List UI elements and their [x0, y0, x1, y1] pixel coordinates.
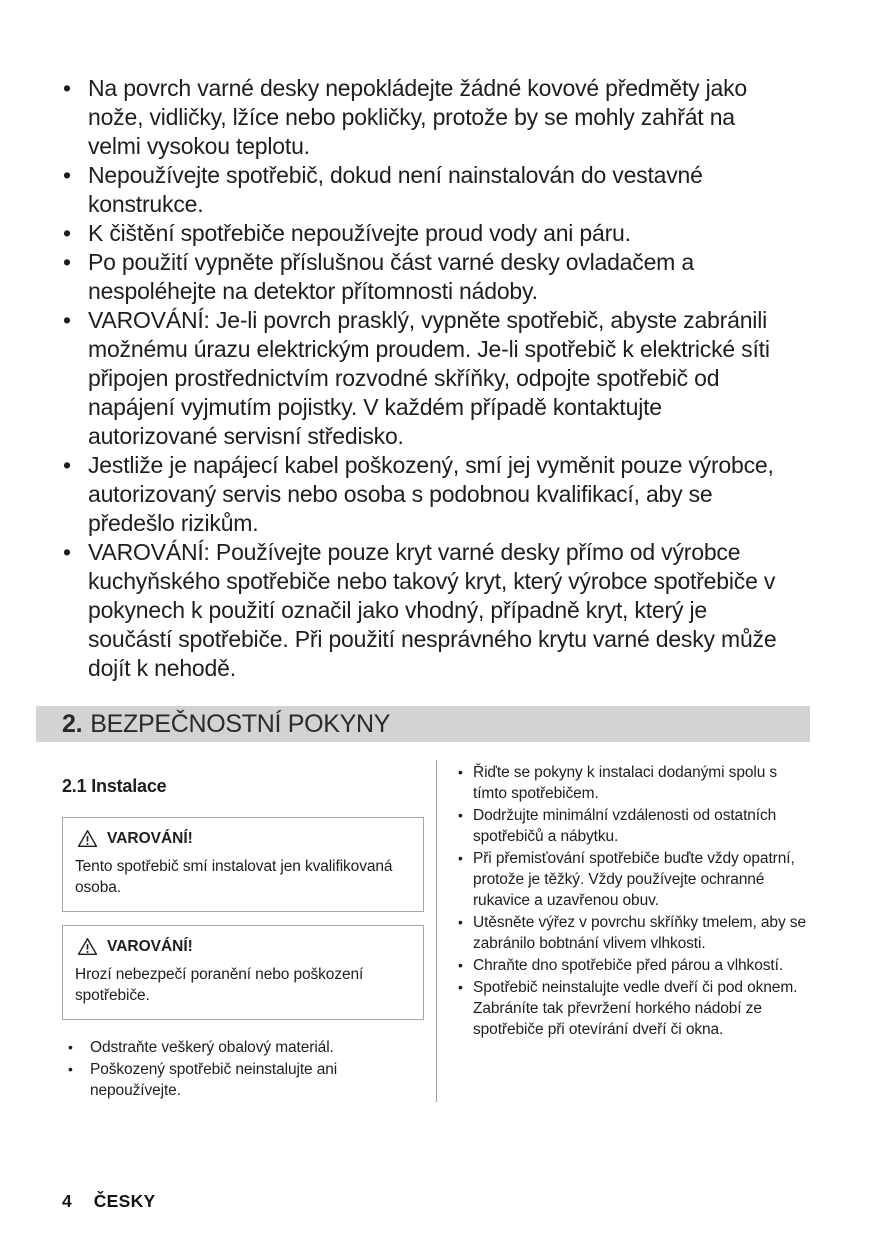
- list-item: • Jestliže je napájecí kabel poškozený, smí jej vyměnit pouze výrobce, autorizovaný servis nebo osoba s podobnou kvalifikací, aby se předešlo rizikům.: [62, 451, 788, 538]
- list-item: • Nepoužívejte spotřebič, dokud není nainstalován do vestavné konstrukce.: [62, 161, 788, 219]
- list-item: • Utěsněte výřez v povrchu skříňky tmelem, aby se zabránilo bobtnání vlivem vlhkosti.: [451, 912, 810, 954]
- list-item: • Po použití vypněte příslušnou část varné desky ovladačem a nespoléhejte na detektor přítomnosti nádoby.: [62, 248, 788, 306]
- warning-text: Hrozí nebezpečí poranění nebo poškození spotřebiče.: [75, 966, 364, 1004]
- list-item: • Při přemisťování spotřebiče buďte vždy opatrní, protože je těžký. Vždy používejte ochranné rukavice a uzavřenou obuv.: [451, 848, 810, 911]
- warning-triangle-icon: [77, 829, 98, 848]
- installation-left-list: [62, 1037, 424, 1101]
- page-footer: [62, 1191, 156, 1212]
- right-column: [437, 760, 810, 1102]
- list-item: • VAROVÁNÍ: Je-li povrch prasklý, vypněte spotřebič, abyste zabránili možnému úrazu elektrickým proudem. Je-li spotřebič k elektrické síti připojen prostřednictvím rozvodné skříňky, odpojte spotřebič od napájení vyjmutím pojistky. V každém případě kontaktujte autorizované servisní středisko.: [62, 306, 788, 451]
- warning-box-header: [75, 935, 411, 964]
- footer-language-label: ČESKY: [93, 1191, 156, 1211]
- list-item: • Poškozený spotřebič neinstalujte ani nepoužívejte.: [62, 1059, 424, 1101]
- list-item: • Na povrch varné desky nepokládejte žádné kovové předměty jako nože, vidličky, lžíce nebo pokličky, protože by se mohly zahřát na velmi vysokou teplotu.: [62, 74, 788, 161]
- list-item: • Chraňte dno spotřebiče před párou a vlhkostí.: [451, 955, 810, 976]
- warning-box: [62, 925, 424, 1020]
- warning-triangle-icon: [77, 937, 98, 956]
- list-item: • Spotřebič neinstalujte vedle dveří či pod oknem. Zabráníte tak převržení horkého nádobí ze spotřebiče při otevírání dveří či okna.: [451, 977, 810, 1040]
- warning-label: VAROVÁNÍ!: [107, 937, 193, 955]
- section-title: BEZPEČNOSTNÍ POKYNY: [90, 709, 391, 738]
- left-column: [62, 760, 424, 1102]
- section-number: 2.: [62, 709, 83, 738]
- page-number: 4: [62, 1191, 72, 1211]
- safety-intro-list: [62, 74, 788, 683]
- list-item: • Odstraňte veškerý obalový materiál.: [62, 1037, 424, 1058]
- list-item: • VAROVÁNÍ: Používejte pouze kryt varné desky přímo od výrobce kuchyňského spotřebiče nebo takový kryt, který výrobce spotřebiče v pokynech k použití označil jako vhodný, případně kryt, který je součástí spotřebiče. Při použití nesprávného krytu varné desky může dojít k nehodě.: [62, 538, 788, 683]
- list-item: • Dodržujte minimální vzdálenosti od ostatních spotřebičů a nábytku.: [451, 805, 810, 847]
- list-item: • K čištění spotřebiče nepoužívejte proud vody ani páru.: [62, 219, 788, 248]
- list-item: • Řiďte se pokyny k instalaci dodanými spolu s tímto spotřebičem.: [451, 762, 810, 804]
- subsection-title: 2.1 Instalace: [62, 776, 167, 796]
- warning-boxes: [62, 817, 424, 1020]
- section-heading-bar: [36, 706, 810, 742]
- warning-text: Tento spotřebič smí instalovat jen kvalifikovaná osoba.: [75, 858, 393, 896]
- warning-box: [62, 817, 424, 912]
- warning-box-header: [75, 827, 411, 856]
- warning-label: VAROVÁNÍ!: [107, 829, 193, 847]
- installation-right-list: [451, 762, 810, 1040]
- two-column-area: [62, 760, 810, 1102]
